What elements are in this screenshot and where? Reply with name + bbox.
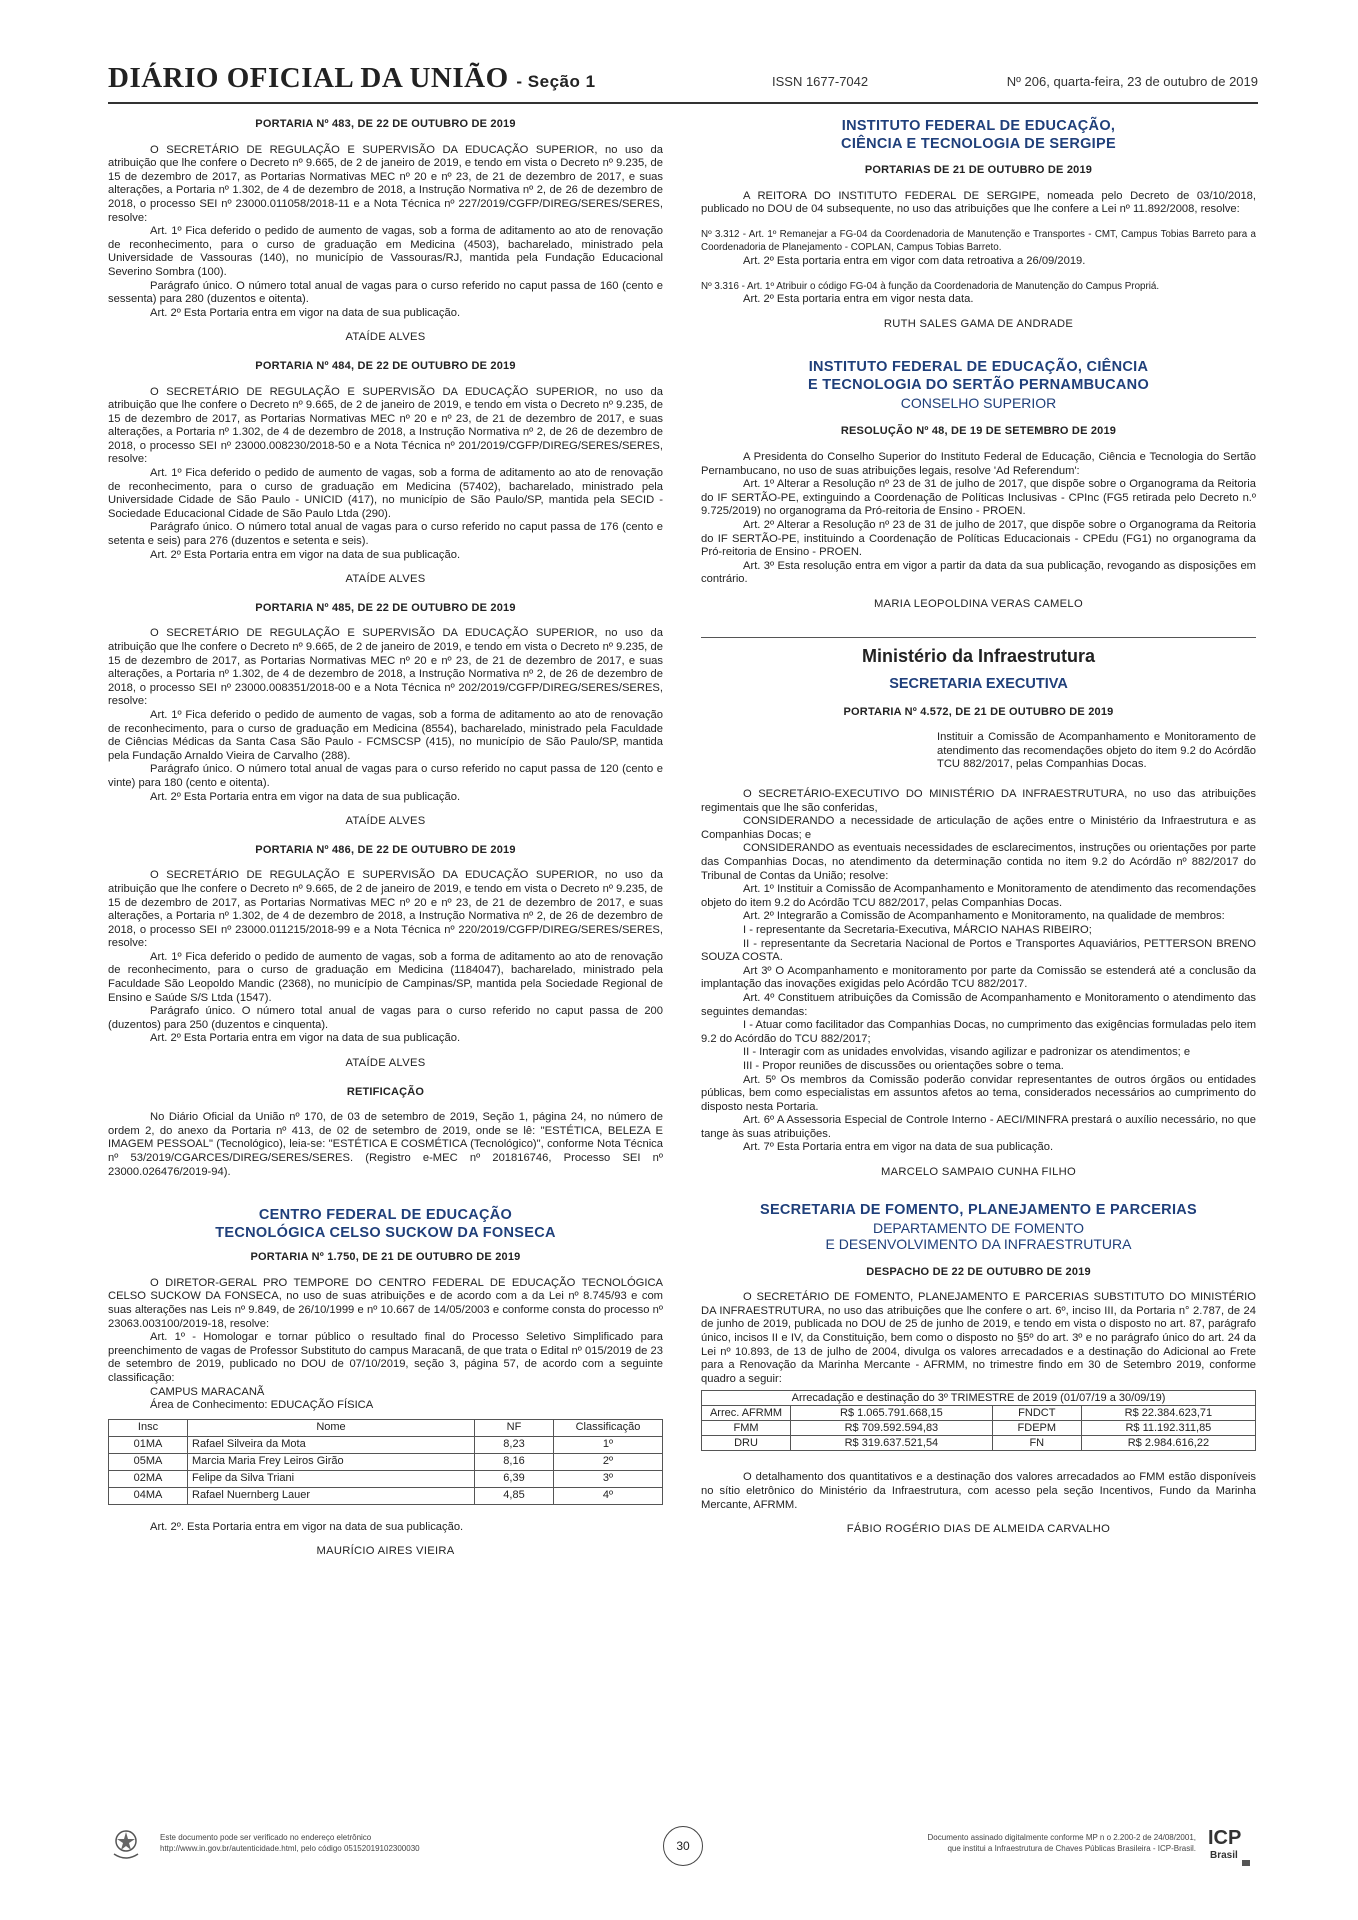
sfpp-signature: FÁBIO ROGÉRIO DIAS DE ALMEIDA CARVALHO xyxy=(846,1523,1111,1536)
sfpp-despacho-text: O SECRETÁRIO DE FOMENTO, PLANEJAMENTO E PARCERIAS SUBSTITUTO DO MINISTÉRIO DA INFRAESTRUTURA, no uso das atribuições que lhe confere o art. 6º, inciso III, da Portaria n° 2.787, de 24 de junho de 2019, publicada no DOU de 25 de junho de 2019, e tendo em vista o disposto no art. 87, parágrafo único, incisos II e IV, da Constituição, bem como o disposto no §5º do art. 3º e no parágrafo único do art. 24 da Lei nº 10.893, de 13 de julho de 2004, divulga os valores arrecadados e a destinação do Adicional ao Frete para a Renovação da Marinha Mercante - AFRMM, no trimestre findo em 30 de Setembro 2019, conforme quadro a seguir: xyxy=(701,1291,1256,1385)
portaria-483-art2: Art. 2º Esta Portaria entra em vigor na data de sua publicação. xyxy=(150,306,461,319)
cell-classificacao: 4º xyxy=(554,1487,663,1504)
ifsertao-art1: Art. 1º Alterar a Resolução nº 23 de 31 de julho de 2017, que dispõe sobre o Organograma da Reitoria do IF SERTÃO-PE, extinguindo a Coordenação de Políticas Inclusivas - CPInc (FG5 retirada pelo Decreto n.º 9.725/2019) no organograma da Pró-reitoria de Ensino - PROEN. xyxy=(701,478,1256,518)
cefet-campus: CAMPUS MARACANÃ xyxy=(150,1385,265,1398)
cefet-org-line2: TECNOLÓGICA CELSO SUCKOW DA FONSECA xyxy=(215,1225,556,1242)
portaria-486-signature: ATAÍDE ALVES xyxy=(345,1057,426,1070)
table-row xyxy=(109,1436,663,1453)
minfra-art4: Art. 4º Constituem atribuições da Comissão de Acompanhamento e Monitoramento o atendimento das seguintes demandas: xyxy=(701,991,1256,1018)
portaria-486-intro: O SECRETÁRIO DE REGULAÇÃO E SUPERVISÃO DA EDUCAÇÃO SUPERIOR, no uso da atribuição que lhe confere o Decreto nº 9.665, de 2 de janeiro de 2019, e tendo em vista o Decreto nº 9.235, de 15 de dezembro de 2017, as Portarias Normativas MEC nº 20 e nº 23, de 21 de dezembro de 2017, e suas alterações, a Portaria nº 1.302, de 4 de dezembro de 2018, a Instrução Normativa nº 2, de 26 de dezembro de 2018, o processo SEI nº 23000.011215/2018-99 e a Nota Técnica nº 220/2019/CGFP/DIREG/SERES/SERES, resolve: xyxy=(108,869,663,950)
cell-label: FNDCT xyxy=(992,1406,1081,1421)
sfpp-departamento-line1: DEPARTAMENTO DE FOMENTO xyxy=(872,1219,1085,1236)
table-row xyxy=(702,1421,1256,1436)
sfpp-despacho-title: DESPACHO DE 22 DE OUTUBRO DE 2019 xyxy=(866,1265,1091,1278)
classification-table xyxy=(108,1419,663,1505)
ifsertao-art3: Art. 3º Esta resolução entra em vigor a partir da data da sua publicação, revogando as disposições em contrário. xyxy=(701,559,1256,586)
table-row xyxy=(109,1487,663,1504)
retificacao-text: No Diário Oficial da União nº 170, de 03 de setembro de 2019, Seção 1, página 24, no número de ordem 2, do anexo da Portaria nº 413, de 02 de setembro de 2019, onde se lê: "ESTÉTICA, BELEZA E IMAGEM PESSOAL" (Tecnológico), leia-se: "ESTÉTICA E COSMÉTICA (Tecnológico)", conforme Nota Técnica nº 53/2019/CGARCES/DIREG/SERES/SERES. (Registro e-MEC nº 201816746, Processo SEI nº 23000.026476/2019-94). xyxy=(108,1111,663,1178)
cell-nf: 8,16 xyxy=(475,1453,554,1470)
page-footer xyxy=(108,1818,1258,1878)
cell-nome: Rafael Silveira da Mota xyxy=(188,1436,475,1453)
ifsertao-intro: A Presidenta do Conselho Superior do Instituto Federal de Educação, Ciência e Tecnologia do Sertão Pernambucano, no uso de suas atribuições legais, resolve 'Ad Referendum': xyxy=(701,450,1256,477)
portaria-484-title: PORTARIA Nº 484, DE 22 DE OUTUBRO DE 2019 xyxy=(255,359,516,372)
cefet-art2: Art. 2º. Esta Portaria entra em vigor na data de sua publicação. xyxy=(150,1520,464,1533)
ifs-portaria-3312: Nº 3.312 - Art. 1º Remanejar a FG-04 da Coordenadoria de Manutenção e Transportes - CMT, Campus Tobias Barreto para a Coordenadoria de Planejamento - COPLAN, Campus Tobias Barreto. xyxy=(701,228,1256,254)
cell-nf: 4,85 xyxy=(475,1487,554,1504)
portaria-485-intro: O SECRETÁRIO DE REGULAÇÃO E SUPERVISÃO DA EDUCAÇÃO SUPERIOR, no uso da atribuição que lhe confere o Decreto nº 9.665, de 2 de janeiro de 2019, e tendo em vista o Decreto nº 9.235, de 15 de dezembro de 2017, as Portarias Normativas MEC nº 20 e nº 23, de 21 de dezembro de 2017, e suas alterações, a Portaria nº 1.302, de 4 de dezembro de 2018, a Instrução Normativa nº 2, de 26 de dezembro de 2018, o processo SEI nº 23000.008351/2018-00 e a Nota Técnica nº 202/2019/CGFP/DIREG/SERES/SERES, resolve: xyxy=(108,627,663,708)
portaria-486-art2: Art. 2º Esta Portaria entra em vigor na data de sua publicação. xyxy=(150,1032,461,1045)
minfra-portaria-title: PORTARIA Nº 4.572, DE 21 DE OUTUBRO DE 2019 xyxy=(843,705,1114,718)
portaria-485-art2: Art. 2º Esta Portaria entra em vigor na data de sua publicação. xyxy=(150,790,461,803)
table-row xyxy=(702,1436,1256,1451)
cell-nome: Marcia Maria Frey Leiros Girão xyxy=(188,1453,475,1470)
cell-insc: 02MA xyxy=(109,1470,188,1487)
ifs-org-line2: CIÊNCIA E TECNOLOGIA DE SERGIPE xyxy=(841,136,1116,152)
table-row xyxy=(109,1453,663,1470)
cefet-art1: Art. 1º - Homologar e tornar público o resultado final do Processo Seletivo Simplificado para preenchimento de vagas de Professor Substituto do campus Maracanã, de que trata o Edital nº 015/2019 de 23 de setembro de 2019, publicado no DOU de 07/10/2019, seção 3, página 57, de acordo com a seguinte classificação: xyxy=(108,1331,663,1384)
cefet-intro: O DIRETOR-GERAL PRO TEMPORE DO CENTRO FEDERAL DE EDUCAÇÃO TECNOLÓGICA CELSO SUCKOW DA FONSECA, no uso de suas atribuições e de acordo com a da Lei nº 8.745/93 e com suas alterações nas Leis nº 9.849, de 26/10/1999 e nº 10.667 de 14/05/2003 e conforme consta do processo nº 23063.003100/2019-18, resolve: xyxy=(108,1276,663,1330)
ifs-portarias-title: PORTARIAS DE 21 DE OUTUBRO DE 2019 xyxy=(864,164,1093,176)
cell-nf: 6,39 xyxy=(475,1470,554,1487)
ifsertao-conselho: CONSELHO SUPERIOR xyxy=(900,395,1057,412)
sfpp-heading: SECRETARIA DE FOMENTO, PLANEJAMENTO E PARCERIAS xyxy=(759,1201,1198,1218)
minfra-inciso-1: I - representante da Secretaria-Executiva, MÁRCIO NAHAS RIBEIRO; xyxy=(743,923,1092,936)
portaria-484-art1: Art. 1º Fica deferido o pedido de aumento de vagas, sob a forma de aditamento ao ato de renovação de reconhecimento, para o curso de graduação em Medicina (57402), bacharelado, ministrado pela Universidade Cidade de São Paulo - UNICID (417), no município de São Paulo/SP, mantida pela SECID - Sociedade Educacional Cidade de São Paulo Ltda (290). xyxy=(108,467,663,520)
col-nf: NF xyxy=(475,1419,554,1436)
minfra-inciso-2: II - representante da Secretaria Nacional de Portos e Transportes Aquaviários, PETTERSON BRENO SOUZA COSTA. xyxy=(701,937,1256,964)
portaria-483-paragrafo: Parágrafo único. O número total anual de vagas para o curso referido no caput passa de 160 (cento e sessenta) para 280 (duzentos e oitenta). xyxy=(108,279,663,306)
portaria-486-paragrafo: Parágrafo único. O número total anual de vagas para o curso referido no caput passa de 200 (duzentos) para 250 (duzentos e cinquenta). xyxy=(108,1005,663,1031)
cefet-portaria-title: PORTARIA Nº 1.750, DE 21 DE OUTUBRO DE 2019 xyxy=(250,1251,521,1264)
ifs-intro: A REITORA DO INSTITUTO FEDERAL DE SERGIPE, nomeada pelo Decreto de 03/10/2018, publicado no DOU de 04 subsequente, no uso das atribuições que lhe confere a Lei nº 11.892/2008, resolve: xyxy=(701,189,1256,216)
cell-classificacao: 2º xyxy=(554,1453,663,1470)
minfra-ementa: Instituir a Comissão de Acompanhamento e Monitoramento de atendimento das recomendações objeto do item 9.2 do Acórdão TCU 882/2017, pelas Companhias Docas. xyxy=(937,731,1256,771)
right-column xyxy=(701,118,1256,1552)
icp-brasil-logo-icon xyxy=(1206,1824,1254,1868)
minfra-considerando-1: CONSIDERANDO a necessidade de articulação de ações entre o Ministério da Infraestrutura e as Companhias Docas; e xyxy=(701,815,1256,841)
cell-value: R$ 709.592.594,83 xyxy=(791,1421,993,1436)
minfra-art1: Art. 1º Instituir a Comissão de Acompanhamento e Monitoramento de atendimento das recomendações objeto do item 9.2 do Acórdão TCU 882/2017, pelas Companhias Docas. xyxy=(701,883,1256,909)
svg-text:ICP: ICP xyxy=(1208,1827,1242,1849)
portaria-486-art1: Art. 1º Fica deferido o pedido de aumento de vagas, sob a forma de aditamento ao ato de renovação de reconhecimento, para o curso de graduação em Medicina (1184047), bacharelado, ministrado pela Faculdade São Leopoldo Mandic (2368), no município de Campinas/SP, mantida pela Sociedade Regional de Ensino e Saúde S/S Ltda (1547). xyxy=(108,950,663,1004)
left-column xyxy=(108,118,663,1574)
portaria-483-intro: O SECRETÁRIO DE REGULAÇÃO E SUPERVISÃO DA EDUCAÇÃO SUPERIOR, no uso da atribuição que lhe confere o Decreto nº 9.665, de 2 de janeiro de 2019, e tendo em vista o Decreto nº 9.235, de 15 de dezembro de 2017, as Portarias Normativas MEC nº 20 e nº 23, de 21 de dezembro de 2017, e suas alterações, a Portaria nº 1.302, de 4 de dezembro de 2018, a Instrução Normativa nº 2, de 26 de dezembro de 2018, o processo SEI nº 23000.011058/2018-11 e a Nota Técnica nº 227/2019/CGFP/DIREG/SERES/SERES, resolve: xyxy=(108,143,663,224)
portaria-484-art2: Art. 2º Esta Portaria entra em vigor na data de sua publicação. xyxy=(150,548,461,561)
minfra-art3: Art 3º O Acompanhamento e monitoramento por parte da Comissão se estenderá até a conclusão da implantação das inovações exigidas pelo Acórdão TCU 882/2017. xyxy=(701,964,1256,991)
cell-value: R$ 2.984.616,22 xyxy=(1081,1436,1255,1451)
cell-value: R$ 1.065.791.668,15 xyxy=(791,1406,993,1421)
minfra-considerando-2: CONSIDERANDO as eventuais necessidades de esclarecimentos, instruções ou orientações por parte das Companhias Docas, no atendimento da determinação contida no item 9.2 do Acórdão nº 882/2017 do Tribunal de Contas da União; resolve: xyxy=(701,842,1256,882)
minfra-intro: O SECRETÁRIO-EXECUTIVO DO MINISTÉRIO DA INFRAESTRUTURA, no uso das atribuições regimentais que lhe são conferidas, xyxy=(701,788,1256,814)
ifs-org-line1: INSTITUTO FEDERAL DE EDUCAÇÃO, xyxy=(841,118,1116,134)
cell-label: FDEPM xyxy=(992,1421,1081,1436)
cell-value: R$ 319.637.521,54 xyxy=(791,1436,993,1451)
portaria-484-intro: O SECRETÁRIO DE REGULAÇÃO E SUPERVISÃO DA EDUCAÇÃO SUPERIOR, no uso da atribuição que lhe confere o Decreto nº 9.665, de 2 de janeiro de 2019, e tendo em vista o Decreto nº 9.235, de 15 de dezembro de 2017, as Portarias Normativas MEC nº 20 e nº 23, de 21 de dezembro de 2017, e suas alterações, a Portaria nº 1.302, de 4 de dezembro de 2018, a Instrução Normativa nº 2, de 26 de dezembro de 2018, o processo SEI nº 23000.008230/2018-50 e a Nota Técnica nº 201/2019/CGFP/DIREG/SERES/SERES, resolve: xyxy=(108,385,663,466)
cell-nf: 8,23 xyxy=(475,1436,554,1453)
ifs-signature: RUTH SALES GAMA DE ANDRADE xyxy=(883,317,1074,330)
afrmm-table-title: Arrecadação e destinação do 3º TRIMESTRE de 2019 (01/07/19 a 30/09/19) xyxy=(702,1391,1256,1406)
cell-label: FMM xyxy=(702,1421,791,1436)
retificacao-title: RETIFICAÇÃO xyxy=(346,1085,425,1098)
portaria-484-signature: ATAÍDE ALVES xyxy=(345,573,426,586)
page-number: 30 xyxy=(663,1826,703,1866)
ifsertao-art2: Art. 2º Alterar a Resolução nº 23 de 31 de julho de 2017, que dispõe sobre o Organograma da Reitoria do IF SERTÃO-PE, instituindo a Coordenação de Políticas Educacionais - CPEdu (FG1) no organograma da Pró-reitoria de Ensino - PROEN. xyxy=(701,518,1256,559)
table-header-row xyxy=(109,1419,663,1436)
sfpp-departamento-line2: E DESENVOLVIMENTO DA INFRAESTRUTURA xyxy=(825,1235,1132,1252)
cell-value: R$ 22.384.623,71 xyxy=(1081,1406,1255,1421)
cefet-signature: MAURÍCIO AIRES VIEIRA xyxy=(316,1545,455,1558)
cell-value: R$ 11.192.311,85 xyxy=(1081,1421,1255,1436)
table-row xyxy=(109,1470,663,1487)
cefet-org-line1: CENTRO FEDERAL DE EDUCAÇÃO xyxy=(258,1207,513,1224)
cell-nome: Rafael Nuernberg Lauer xyxy=(188,1487,475,1504)
svg-text:Brasil: Brasil xyxy=(1210,1850,1238,1861)
coat-of-arms-icon xyxy=(108,1826,144,1862)
digital-signature-note: Documento assinado digitalmente conforme MP n o 2.200-2 de 24/08/2001, que institui a Infraestrutura de Chaves Públicas Brasileira - ICP-Brasil. xyxy=(927,1833,1196,1853)
ifsertao-org-line1: INSTITUTO FEDERAL DE EDUCAÇÃO, CIÊNCIA xyxy=(808,359,1149,376)
cell-label: FN xyxy=(992,1436,1081,1451)
cell-label: DRU xyxy=(702,1436,791,1451)
afrmm-table-title-row xyxy=(702,1391,1256,1406)
section-label: - Seção 1 xyxy=(516,72,596,91)
cefet-area: Área de Conhecimento: EDUCAÇÃO FÍSICA xyxy=(150,1399,374,1412)
ifs-portaria-3316-art2: Art. 2º Esta portaria entra em vigor nesta data. xyxy=(743,293,974,306)
col-nome: Nome xyxy=(188,1419,475,1436)
minfra-atribuicao-2: II - Interagir com as unidades envolvidas, visando agilizar e padronizar os atendimentos; e xyxy=(743,1046,1191,1059)
portaria-485-art1: Art. 1º Fica deferido o pedido de aumento de vagas, sob a forma de aditamento ao ato de renovação de reconhecimento, para o curso de graduação em Medicina (8554), bacharelado, ministrado pela Faculdade de Ciências Médicas da Santa Casa São Paulo - FCMSCSP (415), no município de São Paulo/SP, mantida pela Fundação Arnaldo Vieira de Carvalho (288). xyxy=(108,708,663,762)
minfra-atribuicao-3: III - Propor reuniões de discussões ou orientações sobre o tema. xyxy=(743,1059,1064,1072)
col-insc: Insc xyxy=(109,1419,188,1436)
cell-insc: 01MA xyxy=(109,1436,188,1453)
ifsertao-org-line2: E TECNOLOGIA DO SERTÃO PERNAMBUCANO xyxy=(807,377,1150,394)
page-header xyxy=(108,62,1258,104)
sfpp-outro: O detalhamento dos quantitativos e a destinação dos valores arrecadados ao FMM estão disponíveis no sítio eletrônico do Ministério da Infraestrutura, com acesso pela seção Incentivos, Fundo da Marinha Mercante, AFRMM. xyxy=(701,1471,1256,1511)
cell-classificacao: 3º xyxy=(554,1470,663,1487)
minfra-art7: Art. 7º Esta Portaria entra em vigor na data de sua publicação. xyxy=(743,1141,1054,1154)
portaria-483-title: PORTARIA Nº 483, DE 22 DE OUTUBRO DE 2019 xyxy=(255,118,516,130)
cell-classificacao: 1º xyxy=(554,1436,663,1453)
ifs-portaria-3312-art2: Art. 2º Esta portaria entra em vigor com data retroativa a 26/09/2019. xyxy=(743,254,1086,267)
gazette-title: DIÁRIO OFICIAL DA UNIÃO - Seção 1 xyxy=(108,62,596,94)
minfra-atribuicao-1: I - Atuar como facilitador das Companhias Docas, no cumprimento das exigências formuladas pelo item 9.2 do Acórdão do TCU 882/2017; xyxy=(701,1019,1257,1045)
portaria-485-paragrafo: Parágrafo único. O número total anual de vagas para o curso referido no caput passa de 120 (cento e vinte) para 180 (cento e oitenta). xyxy=(108,763,663,789)
minfra-art6: Art. 6º A Assessoria Especial de Controle Interno - AECI/MINFRA prestará o auxílio necessário, no que tange às suas atribuições. xyxy=(701,1114,1256,1140)
minfra-art5: Art. 5º Os membros da Comissão poderão convidar representantes de outros órgãos ou entidades públicas, bem como especialistas em assuntos afetos ao tema, considerados necessários ao cumprimento do disposto nesta Portaria. xyxy=(701,1073,1256,1113)
ifsertao-signature: MARIA LEOPOLDINA VERAS CAMELO xyxy=(874,597,1083,610)
minfra-signature: MARCELO SAMPAIO CUNHA FILHO xyxy=(880,1166,1076,1179)
minfra-art2: Art. 2º Integrarão a Comissão de Acompanhamento e Monitoramento, na qualidade de membros: xyxy=(743,910,1225,923)
cell-nome: Felipe da Silva Triani xyxy=(188,1470,475,1487)
portaria-483-art1: Art. 1º Fica deferido o pedido de aumento de vagas, sob a forma de aditamento ao ato de renovação de reconhecimento, para o curso de graduação em Medicina (4503), bacharelado, ministrado pela Universidade de Vassouras (140), no município de Vassouras/RJ, mantida pela Fundação Educacional Severino Sombra (100). xyxy=(108,225,663,278)
ifs-portaria-3316: Nº 3.316 - Art. 1º Atribuir o código FG-04 à função da Coordenadoria de Manutenção do Campus Propriá. xyxy=(701,280,1160,292)
cell-insc: 04MA xyxy=(109,1487,188,1504)
portaria-484-paragrafo: Parágrafo único. O número total anual de vagas para o curso referido no caput passa de 176 (cento e setenta e seis) para 276 (duzentos e setenta e seis). xyxy=(108,521,663,548)
portaria-485-title: PORTARIA Nº 485, DE 22 DE OUTUBRO DE 2019 xyxy=(255,601,516,614)
verification-note: Este documento pode ser verificado no endereço eletrônico http://www.in.gov.br/autenticidade.html, pelo código 05152019102300030 xyxy=(160,1833,420,1853)
afrmm-table xyxy=(701,1390,1256,1451)
col-classificacao: Classificação xyxy=(554,1419,663,1436)
portaria-483-signature: ATAÍDE ALVES xyxy=(345,331,426,344)
ifsertao-resolucao-title: RESOLUÇÃO Nº 48, DE 19 DE SETEMBRO DE 2019 xyxy=(840,425,1117,438)
portaria-485-signature: ATAÍDE ALVES xyxy=(345,815,426,828)
cell-insc: 05MA xyxy=(109,1453,188,1470)
secretaria-executiva-heading: SECRETARIA EXECUTIVA xyxy=(889,676,1068,693)
ministry-heading: Ministério da Infraestrutura xyxy=(701,637,1256,664)
cell-label: Arrec. AFRMM xyxy=(702,1406,791,1421)
edition-info: Nº 206, quarta-feira, 23 de outubro de 2019 xyxy=(1006,74,1258,89)
portaria-486-title: PORTARIA Nº 486, DE 22 DE OUTUBRO DE 2019 xyxy=(255,843,516,856)
verification-link[interactable]: http://www.in.gov.br/autenticidade.html, pelo código 05152019102300030 xyxy=(160,1844,420,1853)
issn: ISSN 1677-7042 xyxy=(772,74,869,89)
table-row xyxy=(702,1406,1256,1421)
